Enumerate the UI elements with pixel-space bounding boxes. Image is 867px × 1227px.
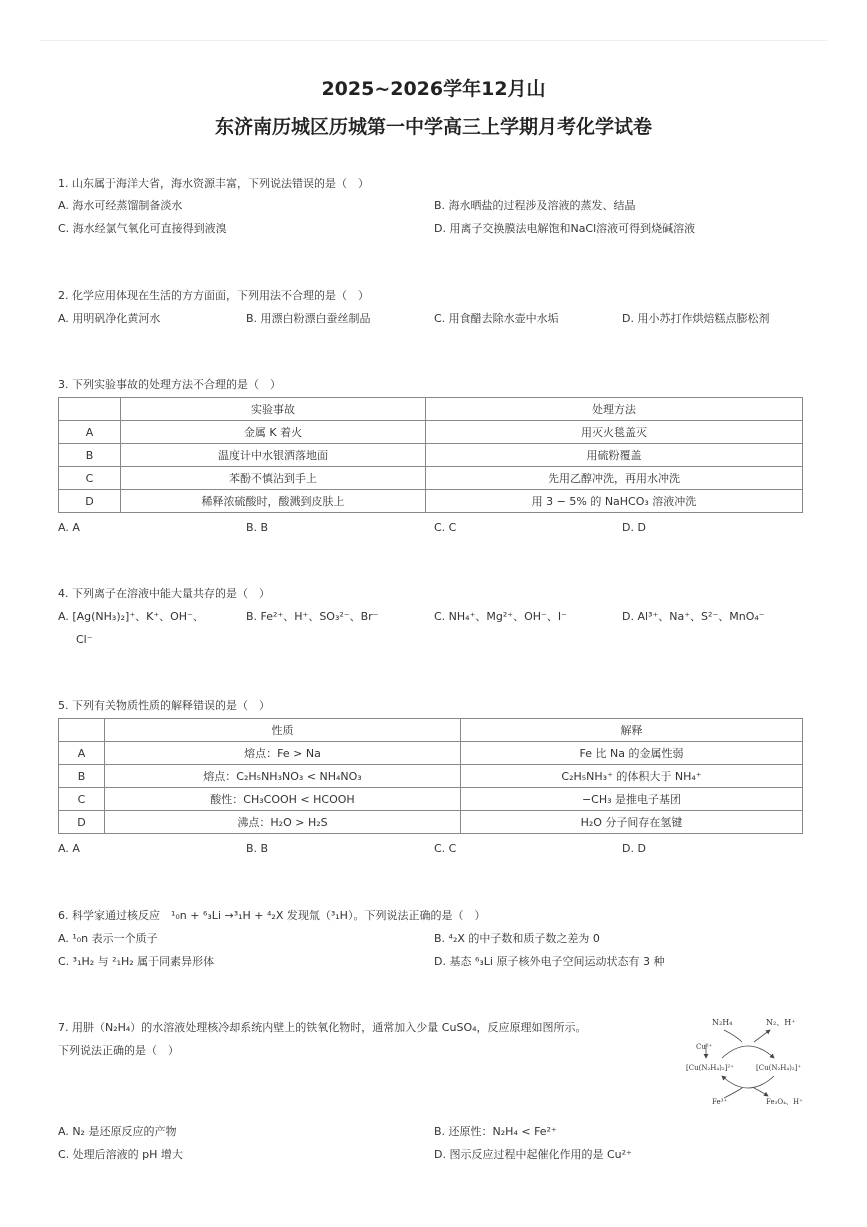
table-cell: 苯酚不慎沾到手上 — [121, 467, 426, 490]
page-title-line2: 东济南历城区历城第一中学高三上学期月考化学试卷 — [214, 116, 652, 138]
table-header-cell — [59, 719, 105, 742]
option-d[interactable]: D. 用离子交换膜法电解饱和NaCl溶液可得到烧碱溶液 — [434, 222, 696, 235]
option-a[interactable]: A. A — [58, 842, 80, 855]
option-d[interactable]: D. 用小苏打作烘焙糕点膨松剂 — [622, 312, 770, 325]
option-c[interactable]: C. NH₄⁺、Mg²⁺、OH⁻、I⁻ — [434, 610, 567, 623]
option-a[interactable]: A. A — [58, 521, 80, 534]
reaction-cycle-diagram — [684, 1014, 812, 1114]
option-b[interactable]: B. ⁴₂X 的中子数和质子数之差为 0 — [434, 932, 600, 945]
table-header-cell: 处理方法 — [426, 398, 803, 421]
question-stem: 5. 下列有关物质性质的解释错误的是（ ） — [58, 699, 270, 712]
table-cell: 酸性：CH₃COOH < HCOOH — [105, 788, 461, 811]
table-cell: −CH₃ 是推电子基团 — [461, 788, 803, 811]
option-c[interactable]: C. 海水经氯气氧化可直接得到液溴 — [58, 222, 227, 235]
option-a-text: A. [Ag(NH₃)₂]⁺、K⁺、OH⁻、 — [58, 610, 204, 623]
label-right-complex: [Cu(N₂H₄)₂]⁺ — [756, 1064, 802, 1072]
option-d[interactable]: D. D — [622, 521, 646, 534]
table-row — [59, 811, 803, 834]
table-cell-key: B — [59, 765, 105, 788]
label-fe3: Fe³⁺ — [712, 1098, 728, 1106]
option-b[interactable]: B. B — [246, 842, 269, 855]
table-cell: 温度计中水银洒落地面 — [121, 444, 426, 467]
question-1 — [58, 176, 808, 235]
table-header-cell: 解释 — [461, 719, 803, 742]
table-cell: Fe 比 Na 的金属性弱 — [461, 742, 803, 765]
top-divider — [40, 40, 827, 41]
option-a[interactable] — [58, 609, 204, 625]
label-n2-h: N₂、H⁺ — [766, 1018, 796, 1027]
table-header-cell: 实验事故 — [121, 398, 426, 421]
table-cell: 先用乙醇冲洗，再用水冲洗 — [426, 467, 803, 490]
table-cell-key: B — [59, 444, 121, 467]
arrow-fe3-in — [724, 1088, 742, 1098]
label-left-complex: [Cu(N₂H₄)₂]²⁺ — [686, 1064, 734, 1072]
table-cell: 沸点：H₂O > H₂S — [105, 811, 461, 834]
option-c[interactable]: C. ³₁H₂ 与 ²₁H₂ 属于同素异形体 — [58, 955, 215, 968]
table-cell: 稀释浓硫酸时，酸溅到皮肤上 — [121, 490, 426, 513]
table-cell: 用灭火毯盖灭 — [426, 421, 803, 444]
table-row — [59, 421, 803, 444]
option-c[interactable]: C. 处理后溶液的 pH 增大 — [58, 1148, 183, 1161]
table-cell-key: D — [59, 811, 105, 834]
option-c[interactable]: C. C — [434, 521, 457, 534]
option-b[interactable]: B. 海水晒盐的过程涉及溶液的蒸发、结晶 — [434, 199, 636, 212]
option-c[interactable]: C. 用食醋去除水壶中水垢 — [434, 312, 559, 325]
label-cu: Cu²⁺ — [696, 1043, 713, 1051]
table-cell: 金属 K 着火 — [121, 421, 426, 444]
option-a[interactable]: A. 用明矾净化黄河水 — [58, 312, 161, 325]
option-d[interactable]: D. 图示反应过程中起催化作用的是 Cu²⁺ — [434, 1148, 632, 1161]
question-stem-line1: 7. 用肼（N₂H₄）的水溶液处理核冷却系统内壁上的铁氧化物时，通常加入少量 CuSO₄，反应原理如图所示。 — [58, 1021, 587, 1034]
table-cell-key: D — [59, 490, 121, 513]
table-header-cell — [59, 398, 121, 421]
table-cell: 用 3 − 5% 的 NaHCO₃ 溶液冲洗 — [426, 490, 803, 513]
arrow-fe3o4-out — [754, 1088, 768, 1096]
question-2 — [58, 288, 808, 325]
table-cell-key: C — [59, 788, 105, 811]
label-fe3o4: Fe₃O₄、H⁺ — [766, 1098, 803, 1106]
question-stem: 1. 山东属于海洋大省，海水资源丰富，下列说法错误的是（ ） — [58, 177, 369, 190]
question-stem: 3. 下列实验事故的处理方法不合理的是（ ） — [58, 378, 281, 391]
option-a[interactable]: A. N₂ 是还原反应的产物 — [58, 1125, 177, 1138]
option-a[interactable]: A. ¹₀n 表示一个质子 — [58, 932, 158, 945]
table-row — [59, 765, 803, 788]
arrow-bottom — [722, 1076, 774, 1088]
option-b[interactable]: B. Fe²⁺、H⁺、SO₃²⁻、Br⁻ — [246, 610, 379, 623]
table-cell-key: C — [59, 467, 121, 490]
table-cell: 熔点：Fe > Na — [105, 742, 461, 765]
option-a-continuation: Cl⁻ — [76, 633, 93, 646]
question-5 — [58, 698, 808, 855]
question-stem: 6. 科学家通过核反应 ¹₀n + ⁶₃Li →³₁H + ⁴₂X 发现氚（³₁H）。下列说法正确的是（ ） — [58, 909, 486, 922]
table-row — [59, 490, 803, 513]
table-cell: C₂H₅NH₃⁺ 的体积大于 NH₄⁺ — [461, 765, 803, 788]
question-stem: 4. 下列离子在溶液中能大量共存的是（ ） — [58, 587, 270, 600]
option-d[interactable]: D. D — [622, 842, 646, 855]
table-header-row — [59, 719, 803, 742]
option-d[interactable]: D. Al³⁺、Na⁺、S²⁻、MnO₄⁻ — [622, 610, 765, 623]
table-cell: 用硫粉覆盖 — [426, 444, 803, 467]
table-row — [59, 742, 803, 765]
label-n2h4: N₂H₄ — [712, 1018, 733, 1027]
table-cell-key: A — [59, 742, 105, 765]
table-cell-key: A — [59, 421, 121, 444]
question-stem-line2: 下列说法正确的是（ ） — [58, 1044, 179, 1057]
table-row — [59, 788, 803, 811]
option-c[interactable]: C. C — [434, 842, 457, 855]
page-title-line1: 2025~2026学年12月山 — [321, 78, 546, 100]
option-a[interactable]: A. 海水可经蒸馏制备淡水 — [58, 199, 183, 212]
question-3 — [58, 377, 808, 534]
table-cell: 熔点：C₂H₅NH₃NO₃ < NH₄NO₃ — [105, 765, 461, 788]
arrow-top — [722, 1046, 774, 1058]
option-b[interactable]: B. 用漂白粉漂白蚕丝制品 — [246, 312, 371, 325]
table-header-cell: 性质 — [105, 719, 461, 742]
table-header-row — [59, 398, 803, 421]
question-4 — [58, 586, 808, 646]
table-cell: H₂O 分子间存在氢键 — [461, 811, 803, 834]
option-b[interactable]: B. B — [246, 521, 269, 534]
table-row — [59, 444, 803, 467]
option-b[interactable]: B. 还原性：N₂H₄ < Fe²⁺ — [434, 1125, 557, 1138]
option-d[interactable]: D. 基态 ⁶₃Li 原子核外电子空间运动状态有 3 种 — [434, 955, 665, 968]
accident-table — [58, 397, 803, 513]
question-stem: 2. 化学应用体现在生活的方方面面，下列用法不合理的是（ ） — [58, 289, 369, 302]
question-6 — [58, 908, 808, 968]
arrow-n2h4-in — [724, 1030, 742, 1042]
arrow-n2-out — [754, 1030, 770, 1042]
table-row — [59, 467, 803, 490]
property-table — [58, 718, 803, 834]
